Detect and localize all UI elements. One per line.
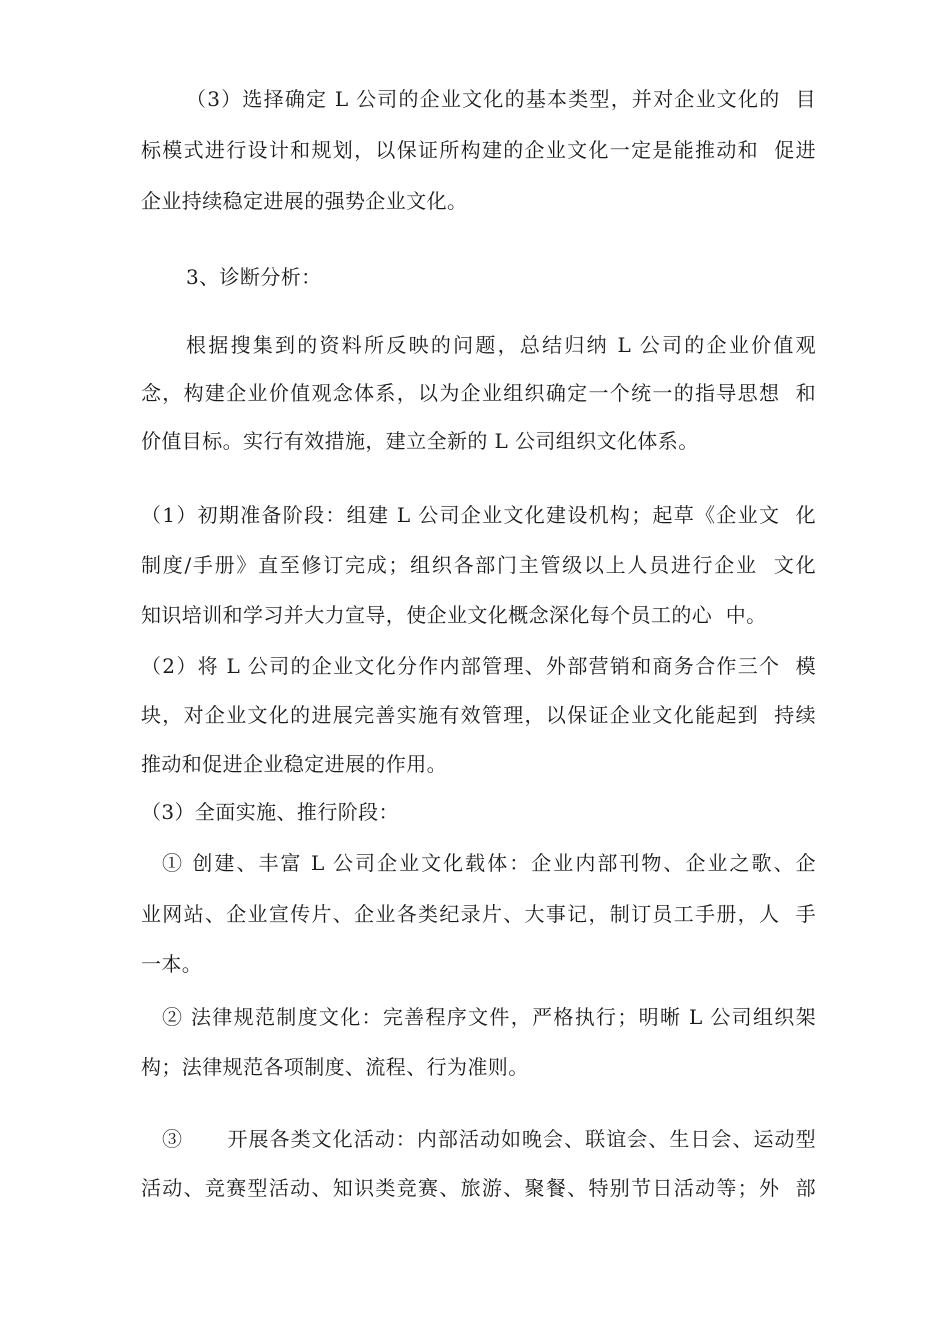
text-line: 一本。 [141, 952, 203, 976]
list-item: ③ 开展各类文化活动：内部活动如晚会、联谊会、生日会、运动型 [162, 1127, 816, 1151]
text-line: （1）初期准备阶段：组建 L 公司企业文化建设机构；起草《企业文 化 [141, 503, 816, 527]
text-line: 构；法律规范各项制度、流程、行为准则。 [141, 1055, 529, 1079]
text-line: 知识培训和学习并大力宣导，使企业文化概念深化每个员工的心 中。 [141, 603, 767, 627]
text-line: （3）选择确定 L 公司的企业文化的基本类型，并对企业文化的 目 [186, 87, 816, 111]
list-item: ② 法律规范制度文化：完善程序文件，严格执行；明晰 L 公司组织架 [162, 1005, 816, 1029]
section-heading: 3、诊断分析： [186, 265, 322, 289]
text-line: 制度/手册》直至修订完成；组织各部门主管级以上人员进行企业 文化 [141, 553, 816, 577]
text-line: （2）将 L 公司的企业文化分作内部管理、外部营销和商务合作三个 模 [141, 654, 816, 678]
text-line: 活动、竞赛型活动、知识类竞赛、旅游、聚餐、特别节日活动等；外 部 [141, 1176, 816, 1200]
text-line: 业网站、企业宣传片、企业各类纪录片、大事记，制订员工手册，人 手 [141, 902, 816, 926]
text-line: （3）全面实施、推行阶段： [141, 800, 399, 824]
text-line: 价值目标。实行有效措施，建立全新的 L 公司组织文化体系。 [141, 429, 699, 453]
text-line: 标模式进行设计和规划，以保证所构建的企业文化一定是能推动和 促进 [141, 138, 816, 162]
text-line: 企业持续稳定进展的强势企业文化。 [141, 189, 468, 213]
text-line: 块，对企业文化的进展完善实施有效管理，以保证企业文化能起到 持续 [141, 703, 816, 727]
text-line: 根据搜集到的资料所反映的问题，总结归纳 L 公司的企业价值观 [186, 333, 816, 357]
text-line: 念，构建企业价值观念体系，以为企业组织确定一个统一的指导思想 和 [141, 381, 816, 405]
text-line: 推动和促进企业稳定进展的作用。 [141, 752, 447, 776]
list-item: ① 创建、丰富 L 公司企业文化载体：企业内部刊物、企业之歌、企 [162, 851, 816, 875]
